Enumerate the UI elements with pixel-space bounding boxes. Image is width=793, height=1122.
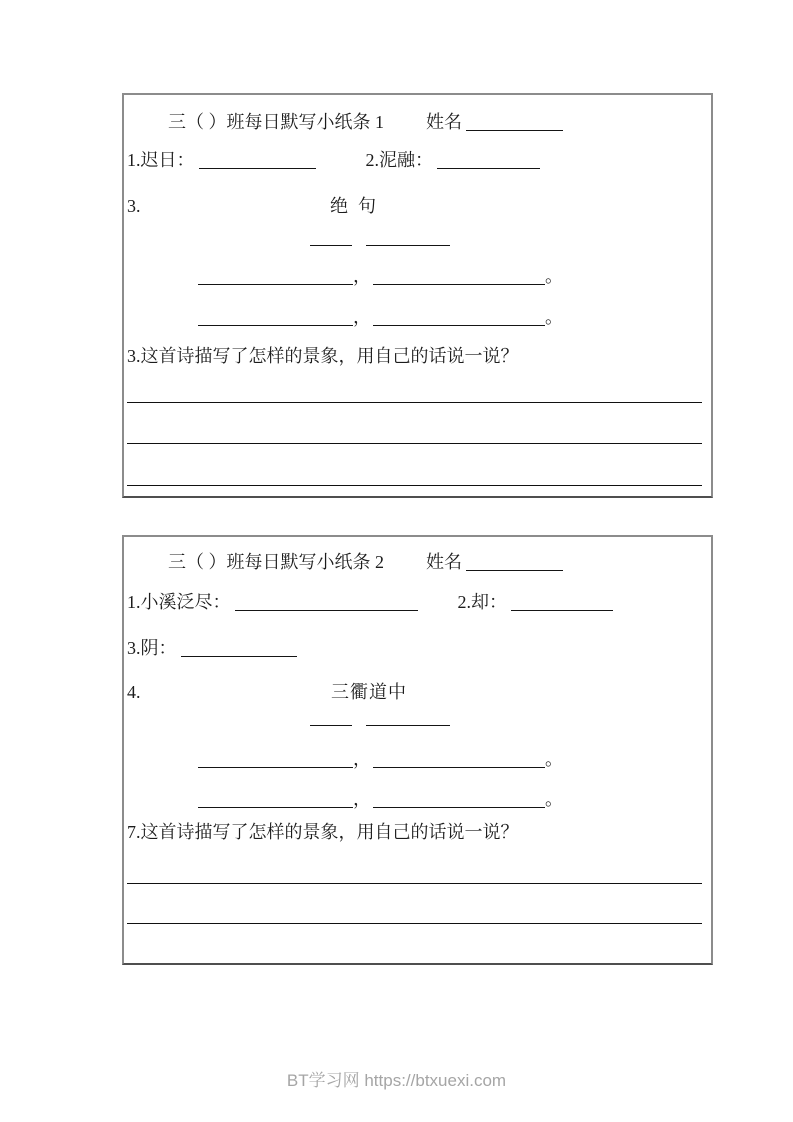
site-credit: BT学习网 https://btxuexi.com [286,1071,507,1090]
slip1-verse1-comma: ， [353,266,371,286]
slip2-item2-blank [511,597,613,611]
slip1-verse-line-2 [198,306,563,328]
slip1-name-label: 姓名 [426,112,462,132]
slip2-verse2-blank2 [373,794,545,808]
dictation-slip-2 [122,535,713,965]
slip1-verse2-blank2 [373,312,545,326]
slip2-item3-blank [181,643,297,657]
slip1-item2-blank [437,155,540,169]
slip2-poem-row [127,681,407,703]
slip1-poem-number: 3. [127,196,141,216]
slip2-item1-label: 1.小溪泛尽： [127,592,231,612]
slip2-definitions-row-1 [127,591,613,613]
slip2-verse2-comma: ， [353,789,371,809]
slip1-answer-line-2 [127,443,702,444]
slip1-answer-line-1 [127,402,702,403]
slip1-answer-line-3 [127,485,702,486]
slip2-poem-title: 三衢道中 [331,682,407,702]
slip2-verse1-blank1 [198,754,353,768]
slip2-item1-blank [235,597,418,611]
slip2-name-blank [466,557,563,571]
slip1-poem-title: 绝句 [330,196,386,216]
slip1-verse1-blank1 [198,271,353,285]
slip1-item1-blank [199,155,316,169]
slip2-poem-number: 4. [127,682,141,702]
slip1-definitions-row [127,149,540,171]
slip1-verse2-blank1 [198,312,353,326]
slip1-question: 3.这首诗描写了怎样的景象，用自己的话说一说？ [127,346,519,366]
slip2-answer-line-2 [127,923,702,924]
slip2-header [168,551,563,573]
slip1-verse2-period: 。 [545,307,563,327]
slip2-definitions-row-2 [127,637,297,659]
slip1-name-blank [466,117,563,131]
slip2-name-label: 姓名 [426,552,462,572]
slip2-author-blank [366,712,450,726]
slip2-verse2-blank1 [198,794,353,808]
slip2-author-row [310,706,450,728]
slip1-title: 三（ ）班每日默写小纸条 1 [168,112,384,132]
slip1-poem-row [127,195,386,217]
slip2-verse1-period: 。 [545,749,563,769]
slip1-author-row [310,226,450,248]
slip2-verse-line-2 [198,788,563,810]
slip2-answer-line-1 [127,883,702,884]
slip1-verse1-period: 。 [545,266,563,286]
slip1-item1-label: 1.迟日： [127,150,195,170]
slip2-title: 三（ ）班每日默写小纸条 2 [168,552,384,572]
dictation-slip-1 [122,93,713,498]
slip2-dynasty-blank [310,712,352,726]
slip2-item2-label: 2.却： [457,592,507,612]
slip1-dynasty-blank [310,232,352,246]
slip2-item3-label: 3.阴： [127,638,177,658]
slip1-verse2-comma: ， [353,307,371,327]
slip2-verse1-comma: ， [353,749,371,769]
slip2-verse1-blank2 [373,754,545,768]
slip2-verse-line-1 [198,748,563,770]
slip1-item2-label: 2.泥融： [365,150,433,170]
slip1-verse-line-1 [198,265,563,287]
slip1-verse1-blank2 [373,271,545,285]
slip2-question: 7.这首诗描写了怎样的景象，用自己的话说一说？ [127,822,519,842]
slip1-author-blank [366,232,450,246]
slip2-verse2-period: 。 [545,789,563,809]
slip1-header [168,111,563,133]
